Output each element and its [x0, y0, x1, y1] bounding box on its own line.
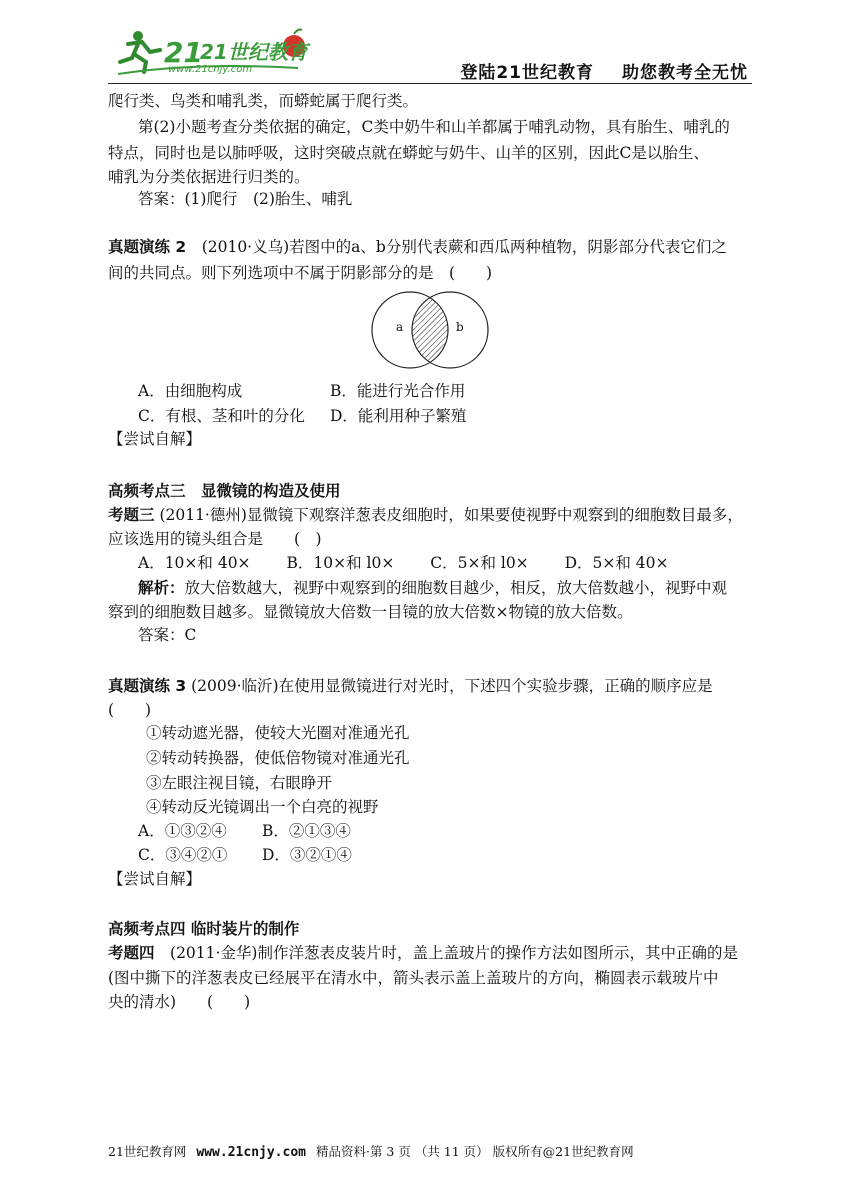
question-5-cont: (图中撕下的洋葱表皮已经展平在清水中，箭头表示盖上盖玻片的方向，椭圆表示载玻片中: [108, 969, 719, 987]
question-text: (2011·金华)制作洋葱表皮装片时，盖上盖玻片的操作方法如图所示，其中正确的是: [154, 944, 738, 962]
answer-line: 答案：C: [138, 626, 197, 644]
option-a: A．由细胞构成: [138, 382, 243, 400]
question-text: (2009·临沂)在使用显微镜进行对光时，下述四个实验步骤，正确的顺序应是: [186, 677, 713, 695]
question-4: [108, 673, 713, 699]
option-a: A．①③②④: [138, 822, 227, 840]
text-line: 爬行类、鸟类和哺乳类，而蟒蛇属于爬行类。: [108, 92, 419, 110]
step-2: ②转动转换器，使低倍物镜对准通光孔: [146, 749, 410, 767]
venn-label-b: b: [456, 320, 464, 334]
venn-diagram: [368, 290, 492, 370]
option-d: D．能利用种子繁殖: [330, 407, 467, 425]
text-line: 特点，同时也是以肺呼吸，这时突破点就在蟒蛇与奶牛、山羊的区别，因此C是以胎生、: [108, 144, 709, 162]
step-4: ④转动反光镜调出一个白亮的视野: [146, 798, 379, 816]
analysis-text: 放大倍数越大，视野中观察到的细胞数目越少，相反，放大倍数越小，视野中观: [184, 579, 728, 597]
header-slogan: [460, 58, 748, 83]
option-b: B．②①③④: [262, 822, 351, 840]
step-3: ③左眼注视目镜，右眼睁开: [146, 774, 333, 792]
analysis-cont: 察到的细胞数目越多。显微镜放大倍数一目镜的放大倍数×物镜的放大倍数。: [108, 603, 633, 621]
option-c: C．有根、茎和叶的分化: [138, 407, 305, 425]
option-b: B．能进行光合作用: [330, 382, 466, 400]
question-label: 考题四: [108, 944, 155, 962]
question-2-cont: 间的共同点。则下列选项中不属于阴影部分的是 ( ): [108, 264, 493, 282]
section-title: 高频考点四 临时装片的制作: [108, 920, 300, 938]
text-line: 第(2)小题考查分类依据的确定，C类中奶牛和山羊都属于哺乳动物，具有胎生、哺乳的: [138, 118, 730, 136]
question-3-options: A．10×和 40× B．10×和 l0× C．5×和 l0× D．5×和 40×: [138, 554, 669, 572]
try-yourself: 【尝试自解】: [108, 430, 202, 448]
question-5: [108, 940, 738, 966]
question-4-cont: ( ): [108, 701, 152, 719]
svg-text:21: 21: [164, 36, 203, 69]
venn-label-a: a: [396, 320, 404, 334]
footer-left: 21世纪教育网: [108, 1144, 187, 1159]
option-c: C．③④②①: [138, 846, 228, 864]
analysis: [138, 575, 727, 601]
logo-text: 21世纪教育: [200, 40, 308, 64]
question-3-cont: 应该选用的镜头组合是 ( ): [108, 530, 322, 548]
question-label: 真题演练 2: [108, 238, 187, 256]
try-yourself: 【尝试自解】: [108, 870, 202, 888]
answer-line: 答案：(1)爬行 (2)胎生、哺乳: [138, 190, 353, 208]
header-slogan-right: 助您教考全无忧: [622, 63, 748, 83]
question-5-cont2: 央的清水) ( ): [108, 993, 251, 1011]
question-2: [108, 234, 727, 260]
question-3: [108, 502, 743, 528]
footer-right: 精品资料·第 3 页 （共 11 页） 版权所有@21世纪教育网: [315, 1144, 634, 1159]
option-d: D．③②①④: [262, 846, 352, 864]
analysis-label: 解析：: [138, 579, 185, 597]
header-slogan-left: 登陆21世纪教育: [460, 63, 594, 83]
question-label: 考题三: [108, 506, 155, 524]
step-1: ①转动遮光器，使较大光圈对准通光孔: [146, 724, 410, 742]
logo-url: www.21cnjy.com: [168, 64, 253, 75]
question-label: 真题演练 3: [108, 677, 187, 695]
header-divider: [108, 83, 752, 84]
site-logo[interactable]: [108, 22, 308, 80]
section-title: 高频考点三 显微镜的构造及使用: [108, 482, 341, 500]
page-footer: [108, 1142, 634, 1160]
footer-site-link[interactable]: www.21cnjy.com: [196, 1145, 306, 1160]
question-text: (2011·德州)显微镜下观察洋葱表皮细胞时，如果要使视野中观察到的细胞数目最多，: [154, 506, 743, 524]
text-line: 哺乳为分类依据进行归类的。: [108, 168, 310, 186]
question-text: (2010·义乌)若图中的a、b分别代表蕨和西瓜两种植物，阴影部分代表它们之: [186, 238, 727, 256]
